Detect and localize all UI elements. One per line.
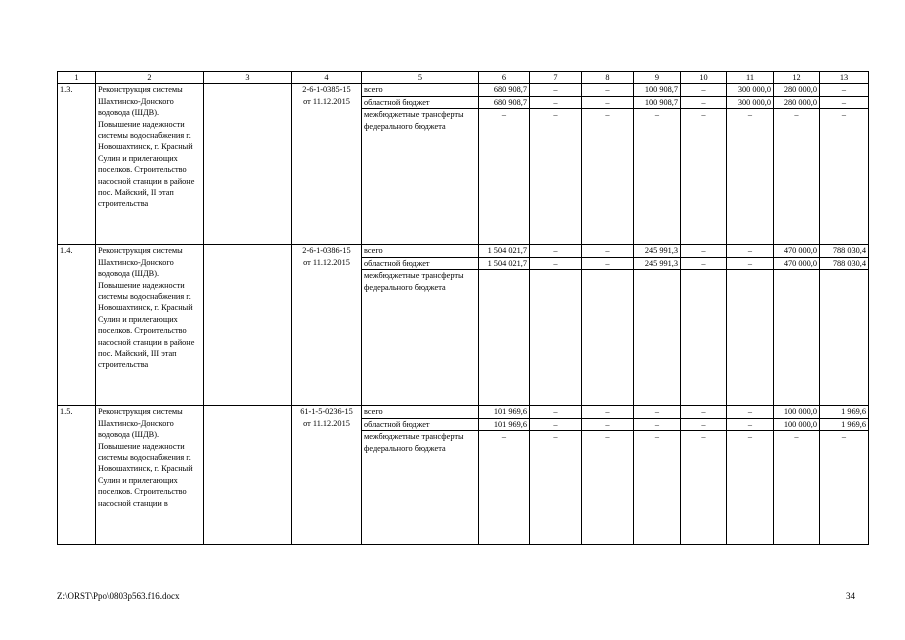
- registration-number: 2-6-1-0385-15: [302, 85, 351, 95]
- object-name: Реконструкция системы Шахтинско-Донского водовода (ШДВ). Повышение надежности системы водоснабжения г. Новошахтинск, г. Красный Сулин и прилегающих поселков. Строительство насосной станции в районе пос. Майский, II этап строительства: [96, 84, 204, 245]
- col3-cell: [204, 84, 292, 245]
- value-cell: –: [582, 406, 634, 418]
- page-number: 34: [846, 591, 855, 601]
- value-cell: 1 504 021,7: [479, 257, 530, 269]
- column-header: 12: [774, 72, 820, 84]
- source-label: межбюджетные трансферты федерального бюджета: [362, 109, 479, 245]
- col3-cell: [204, 245, 292, 406]
- value-cell: –: [681, 257, 727, 269]
- column-header: 11: [727, 72, 774, 84]
- value-cell: 101 969,6: [479, 418, 530, 430]
- column-header: 3: [204, 72, 292, 84]
- source-label: всего: [362, 84, 479, 96]
- value-cell: –: [681, 84, 727, 96]
- value-cell: –: [634, 418, 681, 430]
- value-cell: –: [530, 406, 582, 418]
- column-header: 1: [58, 72, 96, 84]
- value-cell: –: [681, 109, 727, 245]
- source-label: межбюджетные трансферты федерального бюджета: [362, 431, 479, 545]
- col3-cell: [204, 406, 292, 545]
- value-cell: –: [634, 109, 681, 245]
- table-row: [58, 406, 869, 418]
- column-header: 10: [681, 72, 727, 84]
- column-header: 13: [820, 72, 869, 84]
- value-cell: 788 030,4: [820, 257, 869, 269]
- value-cell: –: [582, 418, 634, 430]
- value-cell: 280 000,0: [774, 84, 820, 96]
- value-cell: –: [727, 418, 774, 430]
- header-row: [58, 72, 869, 84]
- value-cell: 100 908,7: [634, 96, 681, 108]
- table-row: [58, 245, 869, 257]
- column-header: 6: [479, 72, 530, 84]
- value-cell: [634, 270, 681, 406]
- value-cell: 470 000,0: [774, 245, 820, 257]
- value-cell: –: [727, 257, 774, 269]
- column-header: 5: [362, 72, 479, 84]
- value-cell: –: [479, 109, 530, 245]
- value-cell: –: [582, 245, 634, 257]
- row-number: 1.3.: [58, 84, 96, 245]
- value-cell: 680 908,7: [479, 96, 530, 108]
- source-label: всего: [362, 406, 479, 418]
- value-cell: –: [530, 96, 582, 108]
- source-label: областной бюджет: [362, 418, 479, 430]
- value-cell: –: [530, 431, 582, 545]
- registration-date: от 11.12.2015: [303, 96, 350, 106]
- source-label: межбюджетные трансферты федерального бюджета: [362, 270, 479, 406]
- column-header: 2: [96, 72, 204, 84]
- value-cell: –: [582, 84, 634, 96]
- value-cell: –: [634, 406, 681, 418]
- value-cell: –: [820, 431, 869, 545]
- value-cell: 470 000,0: [774, 257, 820, 269]
- value-cell: [479, 270, 530, 406]
- value-cell: 1 969,6: [820, 418, 869, 430]
- registration-date: от 11.12.2015: [303, 257, 350, 267]
- source-label: всего: [362, 245, 479, 257]
- object-name: Реконструкция системы Шахтинско-Донского водовода (ШДВ). Повышение надежности системы водоснабжения г. Новошахтинск, г. Красный Сулин и прилегающих поселков. Строительство насосной станции в: [96, 406, 204, 545]
- value-cell: –: [530, 418, 582, 430]
- registration-number: 61-1-5-0236-15: [300, 407, 353, 417]
- column-header: 9: [634, 72, 681, 84]
- value-cell: 680 908,7: [479, 84, 530, 96]
- value-cell: 280 000,0: [774, 96, 820, 108]
- value-cell: –: [479, 431, 530, 545]
- footer-file-path: Z:\ORST\Ppo\0803p563.f16.docx: [57, 591, 180, 601]
- value-cell: [774, 270, 820, 406]
- value-cell: 245 991,3: [634, 257, 681, 269]
- column-header: 4: [292, 72, 362, 84]
- value-cell: –: [681, 245, 727, 257]
- value-cell: [681, 270, 727, 406]
- value-cell: 788 030,4: [820, 245, 869, 257]
- value-cell: 1 504 021,7: [479, 245, 530, 257]
- value-cell: 300 000,0: [727, 84, 774, 96]
- value-cell: –: [774, 431, 820, 545]
- value-cell: –: [582, 109, 634, 245]
- value-cell: 100 000,0: [774, 418, 820, 430]
- table-row: [58, 84, 869, 96]
- value-cell: –: [681, 431, 727, 545]
- value-cell: [530, 270, 582, 406]
- value-cell: –: [582, 96, 634, 108]
- value-cell: 245 991,3: [634, 245, 681, 257]
- source-label: областной бюджет: [362, 257, 479, 269]
- value-cell: –: [681, 418, 727, 430]
- value-cell: 300 000,0: [727, 96, 774, 108]
- value-cell: 101 969,6: [479, 406, 530, 418]
- budget-table: [57, 71, 869, 545]
- value-cell: 1 969,6: [820, 406, 869, 418]
- registration-date: от 11.12.2015: [303, 418, 350, 428]
- value-cell: [727, 270, 774, 406]
- registration-cell: [292, 245, 362, 406]
- value-cell: 100 908,7: [634, 84, 681, 96]
- value-cell: [582, 270, 634, 406]
- value-cell: –: [530, 245, 582, 257]
- value-cell: –: [681, 96, 727, 108]
- value-cell: –: [681, 406, 727, 418]
- value-cell: –: [774, 109, 820, 245]
- value-cell: 100 000,0: [774, 406, 820, 418]
- value-cell: –: [727, 406, 774, 418]
- value-cell: –: [727, 431, 774, 545]
- value-cell: –: [530, 109, 582, 245]
- source-label: областной бюджет: [362, 96, 479, 108]
- value-cell: –: [727, 245, 774, 257]
- column-header: 7: [530, 72, 582, 84]
- value-cell: –: [634, 431, 681, 545]
- value-cell: –: [820, 109, 869, 245]
- value-cell: –: [530, 257, 582, 269]
- value-cell: –: [820, 84, 869, 96]
- registration-cell: [292, 84, 362, 245]
- row-number: 1.4.: [58, 245, 96, 406]
- column-header: 8: [582, 72, 634, 84]
- value-cell: –: [820, 96, 869, 108]
- value-cell: –: [727, 109, 774, 245]
- row-number: 1.5.: [58, 406, 96, 545]
- value-cell: –: [582, 431, 634, 545]
- object-name: Реконструкция системы Шахтинско-Донского водовода (ШДВ). Повышение надежности системы водоснабжения г. Новошахтинск, г. Красный Сулин и прилегающих поселков. Строительство насосной станции в районе пос. Майский, III этап строительства: [96, 245, 204, 406]
- value-cell: [820, 270, 869, 406]
- value-cell: –: [530, 84, 582, 96]
- registration-number: 2-6-1-0386-15: [302, 246, 351, 256]
- value-cell: –: [582, 257, 634, 269]
- registration-cell: [292, 406, 362, 545]
